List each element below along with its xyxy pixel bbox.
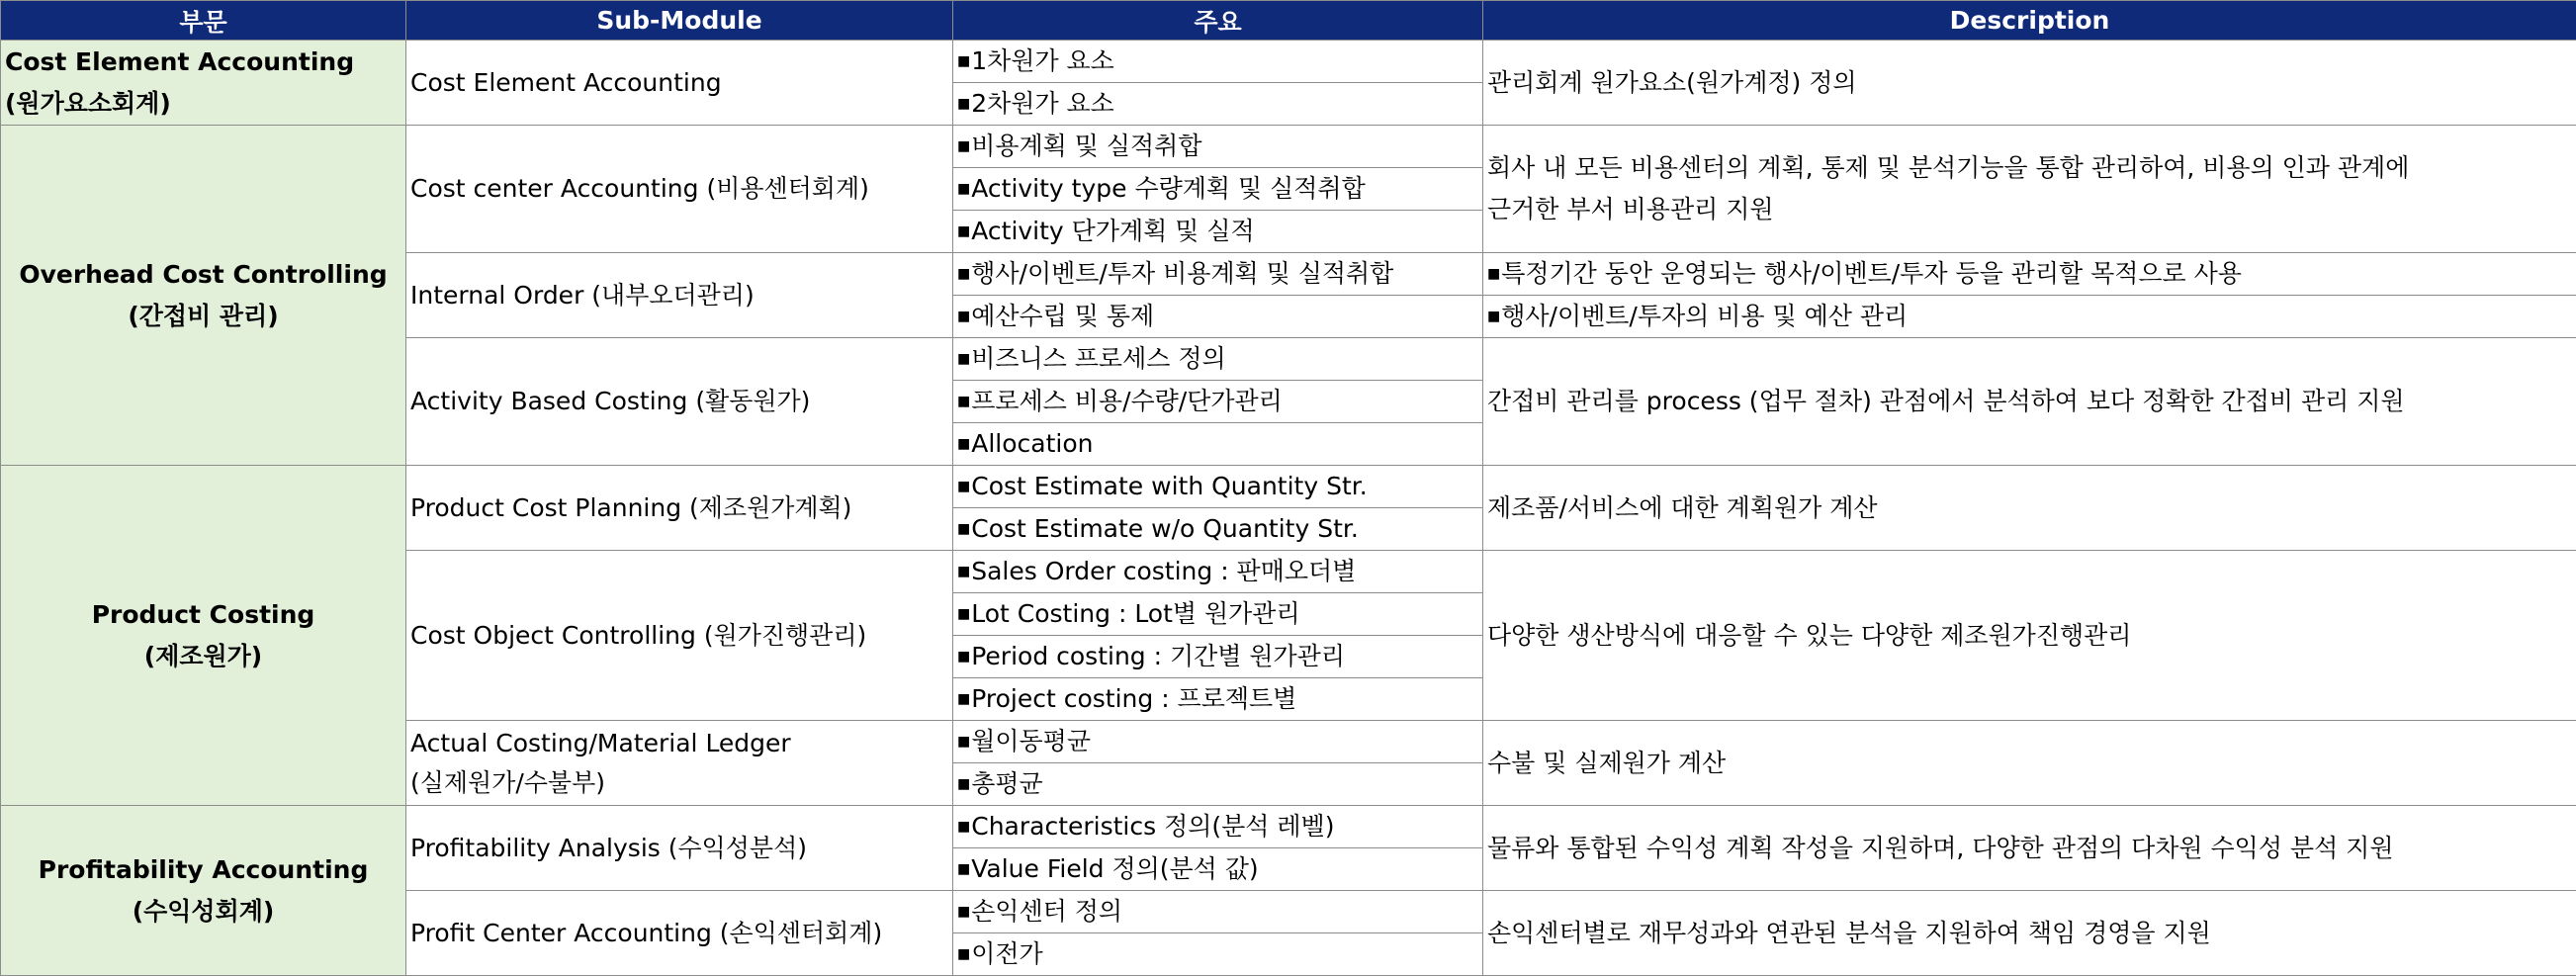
main-item: ■Activity type 수량계획 및 실적취합 (953, 168, 1483, 211)
bullet-icon: ■ (957, 861, 970, 877)
desc-product-cost-planning: 제조품/서비스에 대한 계획원가 계산 (1483, 466, 2576, 551)
bullet-icon: ■ (957, 266, 970, 282)
sub-cost-element-accounting: Cost Element Accounting (406, 41, 953, 126)
bullet-icon: ■ (957, 479, 970, 494)
desc-cost-center-accounting: 회사 내 모든 비용센터의 계획, 통제 및 분석기능을 통합 관리하여, 비용의 인과 관계에 근거한 부서 비용관리 지원 (1483, 126, 2576, 253)
desc-internal-order-1: ■특정기간 동안 운영되는 행사/이벤트/투자 등을 관리할 목적으로 사용 (1483, 253, 2576, 296)
main-item: ■1차원가 요소 (953, 41, 1483, 83)
bullet-icon: ■ (957, 904, 970, 920)
sub-profitability-analysis: Profitability Analysis (수익성분석) (406, 806, 953, 891)
bullet-icon: ■ (957, 394, 970, 409)
table-row (1, 41, 2576, 83)
sub-cost-object-controlling: Cost Object Controlling (원가진행관리) (406, 551, 953, 721)
main-item: ■총평균 (953, 763, 1483, 806)
main-item: ■Cost Estimate w/o Quantity Str. (953, 508, 1483, 551)
desc-activity-based-costing: 간접비 관리를 process (업무 절차) 관점에서 분석하여 보다 정확한 간접비 관리 지원 (1483, 338, 2576, 466)
sub-product-cost-planning: Product Cost Planning (제조원가계획) (406, 466, 953, 551)
bullet-icon: ■ (957, 819, 970, 835)
main-item: ■이전가 (953, 933, 1483, 976)
desc-profit-center-accounting: 손익센터별로 재무성과와 연관된 분석을 지원하여 책임 경영을 지원 (1483, 891, 2576, 976)
main-item: ■비용계획 및 실적취합 (953, 126, 1483, 168)
table-row (1, 466, 2576, 508)
desc-internal-order-2: ■행사/이벤트/투자의 비용 및 예산 관리 (1483, 296, 2576, 338)
header-main: 주요 (953, 1, 1483, 41)
bullet-icon: ■ (1487, 266, 1500, 282)
main-item: ■행사/이벤트/투자 비용계획 및 실적취합 (953, 253, 1483, 296)
main-item: ■Cost Estimate with Quantity Str. (953, 466, 1483, 508)
main-item: ■Allocation (953, 423, 1483, 466)
bullet-icon: ■ (957, 946, 970, 962)
main-item: ■Period costing : 기간별 원가관리 (953, 636, 1483, 678)
main-item: ■Sales Order costing : 판매오더별 (953, 551, 1483, 593)
desc-actual-costing: 수불 및 실제원가 계산 (1483, 721, 2576, 806)
bullet-icon: ■ (957, 691, 970, 707)
main-item: ■Project costing : 프로젝트별 (953, 678, 1483, 721)
bullet-icon: ■ (957, 223, 970, 239)
dept-profitability-accounting: Profitability Accounting (수익성회계) (1, 806, 406, 976)
bullet-icon: ■ (957, 606, 970, 622)
bullet-icon: ■ (957, 138, 970, 154)
bullet-icon: ■ (957, 776, 970, 792)
bullet-icon: ■ (1487, 309, 1500, 324)
main-item: ■월이동평균 (953, 721, 1483, 763)
main-item: ■손익센터 정의 (953, 891, 1483, 933)
header-row (1, 1, 2576, 41)
main-item: ■Value Field 정의(분석 값) (953, 848, 1483, 891)
desc-cost-element-accounting: 관리회계 원가요소(원가계정) 정의 (1483, 41, 2576, 126)
bullet-icon: ■ (957, 181, 970, 197)
sub-actual-costing: Actual Costing/Material Ledger (실제원가/수불부) (406, 721, 953, 806)
header-sub-module: Sub-Module (406, 1, 953, 41)
bullet-icon: ■ (957, 734, 970, 750)
bullet-icon: ■ (957, 649, 970, 665)
table-row (1, 126, 2576, 168)
dept-product-costing: Product Costing (제조원가) (1, 466, 406, 806)
bullet-icon: ■ (957, 564, 970, 579)
sub-cost-center-accounting: Cost center Accounting (비용센터회계) (406, 126, 953, 253)
main-item: ■2차원가 요소 (953, 83, 1483, 126)
table-row (1, 806, 2576, 848)
bullet-icon: ■ (957, 436, 970, 452)
header-dept: 부문 (1, 1, 406, 41)
header-description: Description (1483, 1, 2576, 41)
dept-cost-element-accounting: Cost Element Accounting (원가요소회계) (1, 41, 406, 126)
main-item: ■비즈니스 프로세스 정의 (953, 338, 1483, 381)
bullet-icon: ■ (957, 96, 970, 112)
sub-internal-order: Internal Order (내부오더관리) (406, 253, 953, 338)
main-item: ■Lot Costing : Lot별 원가관리 (953, 593, 1483, 636)
dept-overhead-cost-controlling: Overhead Cost Controlling (간접비 관리) (1, 126, 406, 466)
bullet-icon: ■ (957, 309, 970, 324)
bullet-icon: ■ (957, 521, 970, 537)
desc-cost-object-controlling: 다양한 생산방식에 대응할 수 있는 다양한 제조원가진행관리 (1483, 551, 2576, 721)
main-item: ■프로세스 비용/수량/단가관리 (953, 381, 1483, 423)
sub-profit-center-accounting: Profit Center Accounting (손익센터회계) (406, 891, 953, 976)
desc-profitability-analysis: 물류와 통합된 수익성 계획 작성을 지원하며, 다양한 관점의 다차원 수익성 분석 지원 (1483, 806, 2576, 891)
bullet-icon: ■ (957, 351, 970, 367)
sub-activity-based-costing: Activity Based Costing (활동원가) (406, 338, 953, 466)
main-item: ■Characteristics 정의(분석 레벨) (953, 806, 1483, 848)
main-item: ■Activity 단가계획 및 실적 (953, 211, 1483, 253)
main-item: ■예산수립 및 통제 (953, 296, 1483, 338)
bullet-icon: ■ (957, 53, 970, 69)
